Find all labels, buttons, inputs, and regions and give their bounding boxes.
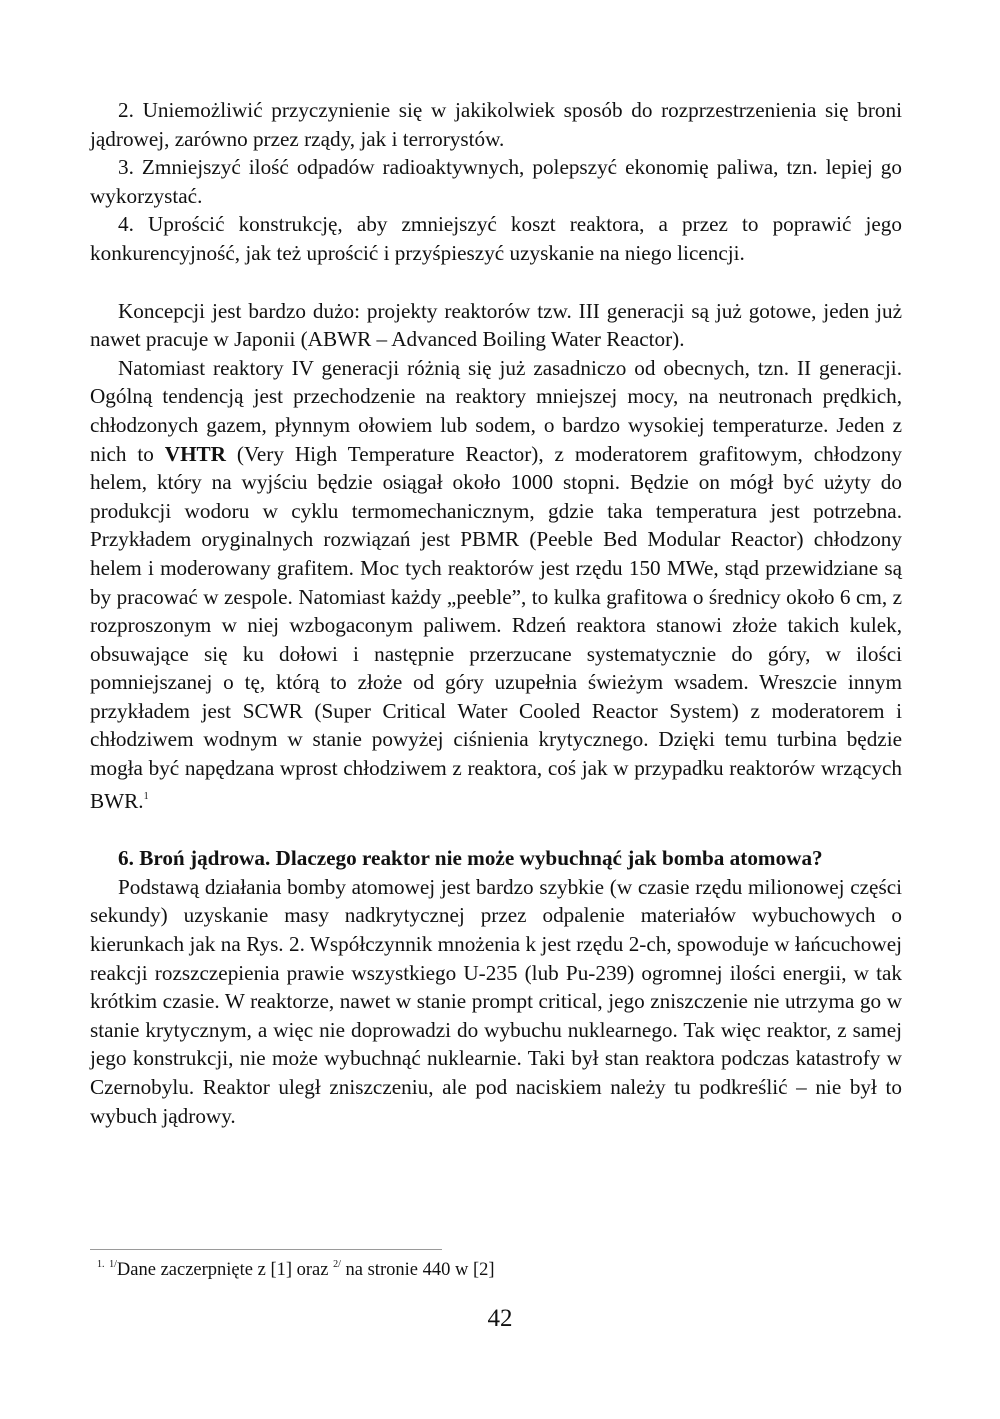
footnote-marker: 1/ xyxy=(109,1259,117,1270)
section-heading: 6. Broń jądrowa. Dlaczego reaktor nie może wybuchnąć jak bomba atomowa? xyxy=(118,846,823,871)
paragraph-generation-iv xyxy=(90,354,902,816)
footnote-separator xyxy=(90,1249,442,1250)
paragraph-atomic-bomb: Podstawą działania bomby atomowej jest bardzo szybkie (w czasie rzędu milionowej części sekundy) uzyskanie masy nadkrytycznej przez odpalenie materiałów wybuchowych o kierunkach jak na Rys. 2. Współczynnik mnożenia k jest rzędu 2-ch, spowoduje w łańcuchowej reakcji rozszczepienia prawie wszystkiego U-235 (lub Pu-239) ogromnej ilości energii, w tak krótkim czasie. W reaktorze, nawet w stanie prompt critical, jego zniszczenie nie utrzyma go w stanie krytycznym, a więc nie doprowadzi do wybuchu nuklearnego. Tak więc reaktor, z samej jego konstrukcji, nie może wybuchnąć nuklearnie. Taki był stan reaktora podczas katastrofy w Czernobylu. Reaktor uległ zniszczeniu, ale pod naciskiem należy tu podkreślić – nie był to wybuch jądrowy. xyxy=(90,874,902,1128)
footnote-reference[interactable]: 1 xyxy=(143,790,149,802)
list-item-3: 3. Zmniejszyć ilość odpadów radioaktywnych, polepszyć ekonomię paliwa, tzn. lepiej go wykorzystać. xyxy=(90,155,902,208)
footnote-marker: 2/ xyxy=(333,1259,341,1270)
footnote-text: na stronie 440 w [2] xyxy=(340,1260,495,1280)
page-number: 42 xyxy=(487,1305,513,1332)
list-item-2: 2. Uniemożliwić przyczynienie się w jakikolwiek sposób do rozprzestrzenienia się broni jądrowej, zarówno przez rządy, jak i terrorystów. xyxy=(90,98,902,151)
paragraph-concepts: Koncepcji jest bardzo dużo: projekty reaktorów tzw. III generacji są już gotowe, jeden już nawet pracuje w Japonii (ABWR – Advanced Boiling Water Reactor). xyxy=(90,298,902,352)
paragraph-gap xyxy=(90,268,902,297)
paragraph-text: (Very High Temperature Reactor), z moderatorem grafitowym, chłodzony helem, który na wyjściu będzie osiągał około 1000 stopni. Będzie on mógł być użyty do produkcji wodoru w cyklu termomechanicznym, gdzie taka temperatura jest potrzebna. Przykładem oryginalnych rozwiązań jest PBMR (Peeble Bed Modular Reactor) chłodzony helem i moderowany grafitem. Moc tych reaktorów jest rzędu 150 MWe, stąd przewidziane są by pracować w zespole. Natomiast każdy „peeble”, to kulka grafitowa o średnicy około 6 cm, z rozproszonym w niej wzbogaconym paliwem. Rdzeń reaktora stanowi złoże takich kulek, obsuwające się ku dołowi i następnie przerzucane systematycznie do góry, w ilości pomniejszanej o tę, którą to złoże od góry uzupełnia świeżym wsadem. Wreszcie innym przykładem jest SCWR (Super Critical Water Cooled Reactor System) z moderatorem i chłodziwem wodnym w stanie powyżej ciśnienia krytycznego. Dzięki temu turbina będzie mogła być napędzana wprost chłodziwem z reaktora, coś jak w przypadku reaktorów wrzących BWR. xyxy=(90,441,902,813)
footnote-number: 1. xyxy=(97,1259,105,1270)
vhtr-bold-term: VHTR xyxy=(164,441,226,466)
footnote-text: Dane zaczerpnięte z [1] oraz xyxy=(116,1260,334,1280)
paragraph-text: Natomiast reaktory IV generacji różnią się już zasadniczo od obecnych, tzn. II generacji. Ogólną tendencją jest przechodzenie na reaktory mniejszej mocy, na neutronach prędkich, chłodzonych gazem, płynnym ołowiem lub sodem, o bardzo wysokiej temperaturze. Jeden z nich to xyxy=(90,355,902,466)
footnote xyxy=(97,1259,495,1281)
paragraph-gap xyxy=(90,815,902,844)
list-item-4: 4. Uprościć konstrukcję, aby zmniejszyć koszt reaktora, a przez to poprawić jego konkurencyjność, jak też uprościć i przyśpieszyć uzyskanie na niego licencji. xyxy=(90,212,902,265)
document-page-body xyxy=(90,96,902,1130)
